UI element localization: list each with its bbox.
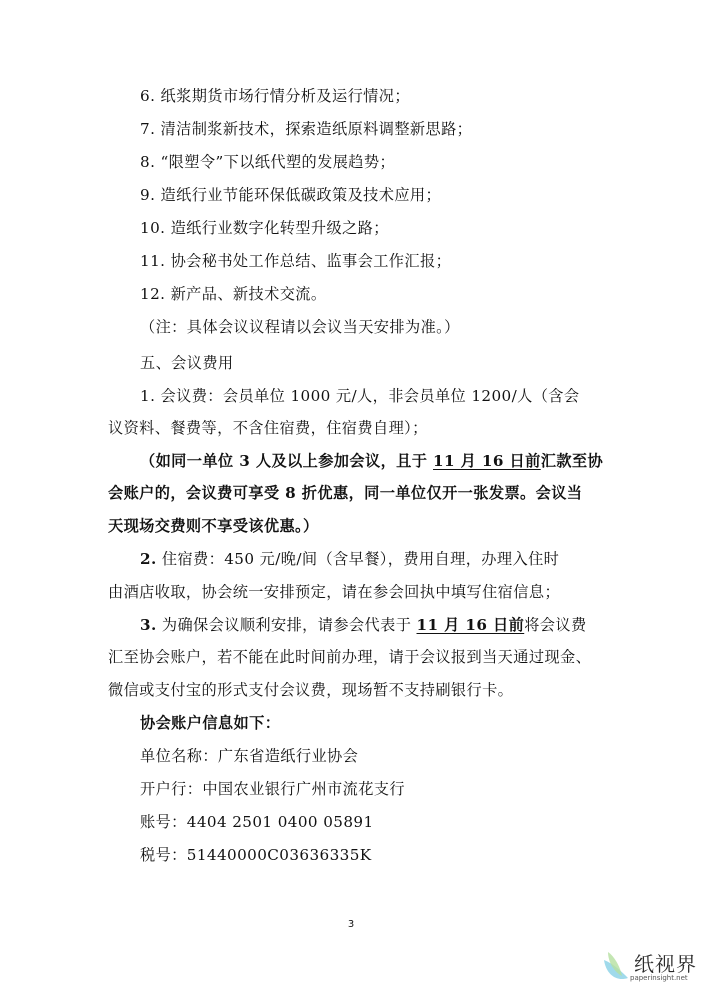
agenda-item-9: 9. 造纸行业节能环保低碳政策及技术应用； — [140, 186, 442, 204]
account-number: 账号：4404 2501 0400 05891 — [140, 813, 374, 831]
accommodation-text: 住宿费：450 元/晚/间（含早餐），费用自理，办理入住时 — [156, 550, 560, 568]
discount-line-3: 天现场交费则不享受该优惠。） — [108, 517, 319, 535]
account-tax-id: 税号：51440000C03636335K — [140, 846, 372, 864]
account-heading: 协会账户信息如下： — [140, 714, 281, 732]
agenda-item-7: 7. 清洁制浆新技术，探索造纸原料调整新思路； — [140, 120, 473, 138]
discount-text-a: （如同一单位 3 人及以上参加会议，且于 — [140, 452, 434, 470]
watermark-url: paperinsight.net — [630, 974, 688, 982]
accommodation-number: 2. — [140, 550, 157, 568]
agenda-item-12: 12. 新产品、新技术交流。 — [140, 285, 327, 303]
account-name: 单位名称：广东省造纸行业协会 — [140, 747, 359, 765]
agenda-item-10: 10. 造纸行业数字化转型升级之路； — [140, 219, 389, 237]
watermark — [600, 946, 700, 988]
agenda-item-6: 6. 纸浆期货市场行情分析及运行情况； — [140, 87, 410, 105]
section-heading-fees: 五、会议费用 — [140, 354, 234, 372]
payment-deadline: 11 月 16 日前 — [416, 616, 525, 634]
watermark-text: 纸视界 — [634, 952, 697, 976]
accommodation-line-1 — [0, 549, 702, 569]
discount-text-b: 汇款至协 — [540, 452, 604, 470]
fee-item-1-line-2: 议资料、餐费等，不含住宿费，住宿费自理）； — [108, 419, 428, 437]
discount-line-1 — [0, 451, 702, 471]
discount-line-2: 会账户的，会议费可享受 8 折优惠，同一单位仅开一张发票。会议当 — [108, 484, 583, 502]
payment-line-3: 微信或支付宝的形式支付会议费，现场暂不支持刷银行卡。 — [108, 681, 514, 699]
fee-item-1-line-1: 1. 会议费：会员单位 1000 元/人，非会员单位 1200/人（含会 — [140, 387, 580, 405]
agenda-note: （注：具体会议议程请以会议当天安排为准。） — [140, 318, 460, 336]
accommodation-line-2: 由酒店收取，协会统一安排预定，请在参会回执中填写住宿信息； — [108, 583, 561, 601]
account-bank: 开户行：中国农业银行广州市流花支行 — [140, 780, 405, 798]
agenda-item-11: 11. 协会秘书处工作总结、监事会工作汇报； — [140, 252, 452, 270]
agenda-item-8: 8. “限塑令”下以纸代塑的发展趋势； — [140, 153, 396, 171]
payment-text-b: 将会议费 — [524, 616, 587, 634]
watermark-logo-icon — [600, 946, 634, 986]
discount-deadline: 11 月 16 日前 — [433, 452, 541, 470]
page-number: 3 — [347, 919, 355, 930]
payment-number: 3. — [140, 616, 157, 634]
payment-line-1 — [0, 615, 702, 635]
payment-line-2: 汇至协会账户，若不能在此时间前办理，请于会议报到当天通过现金、 — [108, 648, 592, 666]
payment-text-a: 为确保会议顺利安排，请参会代表于 — [156, 616, 417, 634]
